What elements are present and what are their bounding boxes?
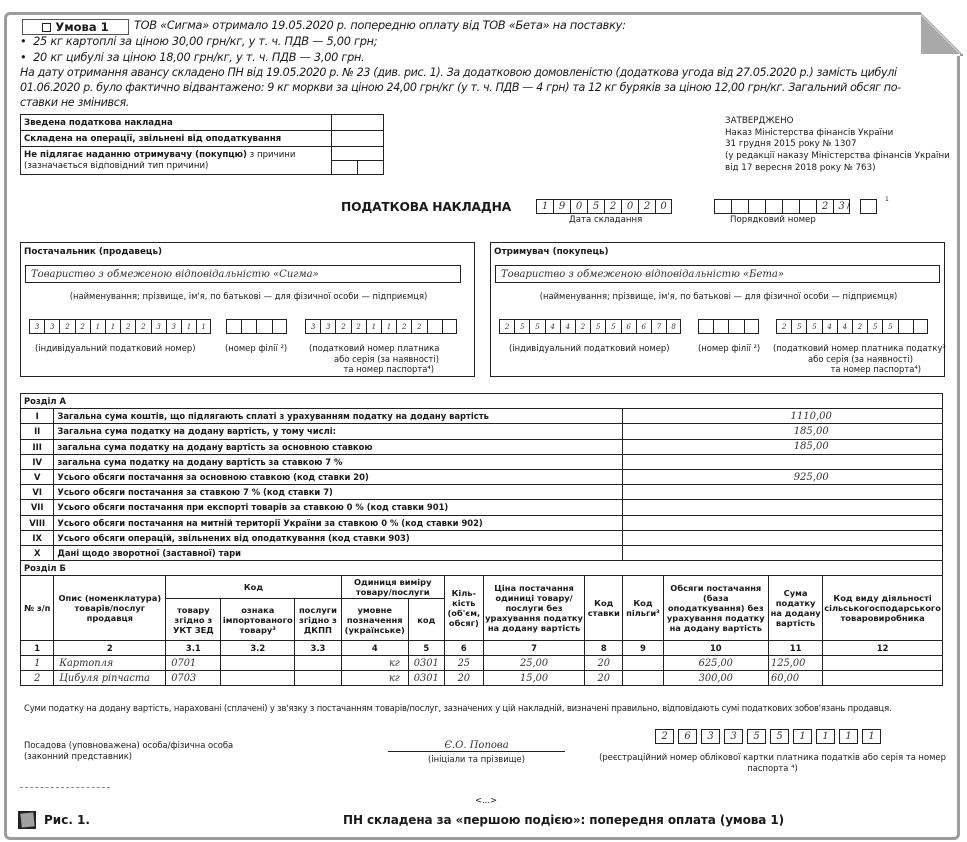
condition-bullet-1 [20,35,377,49]
goods-name[interactable]: Картопля [54,656,166,671]
seller-taxpayer-caption [309,343,469,375]
official-line: Посадова (уповноважена) особа/фізична особа [24,740,234,750]
flag-row-not-given [21,147,384,161]
goods-name[interactable]: Цибуля ріпчаста [54,671,166,686]
section-a-row-value[interactable]: 185,00 [623,439,943,454]
flag-label-exempt: Складена на операції, звільнені від оподаткування [21,131,332,147]
col-header-dkpp: послуги згідно з ДКПП [295,599,342,641]
approval-stamp [725,116,950,175]
taxpayer-digit: 2 [396,319,411,334]
seller-ipn-field[interactable] [29,319,211,334]
column-number: 9 [623,641,663,656]
section-a-row-description: Загальна сума коштів, що підлягають сплаті з урахуванням податку на додану вартість [54,409,623,424]
taxpayer-digit: 4 [837,319,852,334]
col-header-quantity: Кіль-кість (об'єм, обсяг) [444,576,483,641]
branch-digit [713,319,728,334]
column-number: 8 [585,641,623,656]
section-a-row-number: X [21,545,54,560]
goods-price[interactable]: 25,00 [483,656,584,671]
col-header-volume: Обсяги постачання (база оподаткування) без урахування податку на додану вартість [663,576,769,641]
goods-uktzed[interactable]: 0703 [166,671,221,686]
ipn-digit: 7 [651,319,666,334]
ipn-digit: 6 [621,319,636,334]
ipn-digit: 2 [575,319,590,334]
taxpayer-digit: 2 [852,319,867,334]
date-digit: 9 [553,199,570,214]
branch-digit [698,319,713,334]
reg-digit: 1 [862,729,881,744]
taxpayer-digit: 4 [822,319,837,334]
col-header-num: № з/п [21,576,54,641]
bullet-icon: • [20,51,34,64]
number-digit [782,199,799,214]
section-a-row-value[interactable]: 185,00 [623,424,943,439]
date-field[interactable] [536,199,672,214]
reg-digit: 3 [724,729,743,744]
section-a-row [21,469,943,484]
section-a-row-value[interactable] [623,515,943,530]
sequence-number-field[interactable] [714,199,850,214]
section-a-header [21,394,943,409]
ipn-digit: 3 [44,319,59,334]
date-digit: 0 [570,199,587,214]
reg-digit: 1 [793,729,812,744]
signature-field[interactable]: Є.О. Попова [388,740,565,752]
col-header-description: Опис (номенклатура) товарів/послуг продавця [54,576,166,641]
caption-line: (податковий номер платника [309,343,440,353]
branch-digit [241,319,256,334]
column-number: 10 [663,641,769,656]
column-number: 1 [21,641,54,656]
goods-dkpp[interactable] [295,671,342,686]
taxpayer-digit: 5 [882,319,897,334]
taxpayer-digit: 2 [776,319,791,334]
flag-not-given-rest: з причини [246,150,296,160]
goods-rate[interactable]: 20 [585,656,623,671]
invoice-main-table [20,393,943,686]
section-b-column-numbers [21,641,943,656]
goods-row [21,656,943,671]
branch-digit [226,319,241,334]
section-a-row-description: Дані щодо зворотної (заставної) тари [54,545,623,560]
bullet-text: 25 кг картоплі за ціною 30,00 грн/кг, у т. ч. ПДВ — 5,00 грн; [33,35,378,48]
column-number: 2 [54,641,166,656]
goods-row [21,671,943,686]
ipn-digit: 8 [666,319,681,334]
section-a-row-number: IV [21,454,54,469]
condition-paragraph-line-1: На дату отримання авансу складено ПН від 19.05.2020 р. № 23 (див. рис. 1). За додатковою домовленістю (додаткова угода від 27.05.2020 р.) замість цибулі [20,66,897,79]
figure-label: Рис. 1. [44,813,90,827]
footnote-marker: 1 [885,196,889,203]
col-header-benefit-code: Код пільги³ [623,576,663,641]
buyer-branch-field[interactable] [698,319,759,334]
buyer-box [490,242,945,377]
flag-row-exempt [21,131,384,147]
ipn-digit: 3 [29,319,44,334]
goods-agri[interactable] [823,671,943,686]
reg-digit: 3 [701,729,720,744]
number-digit [731,199,748,214]
seller-name-field[interactable]: Товариство з обмеженою відповідальністю «Сигма» [25,265,461,283]
section-a-row-value[interactable] [623,500,943,515]
bullet-text: 20 кг цибулі за ціною 18,00 грн/кг, у т. ч. ПДВ — 3,00 грн. [33,51,365,64]
caption-line: та номер паспорта⁴) [343,364,434,374]
col-header-agri-code: Код виду діяльності сільськогосподарського товаровиробника [823,576,943,641]
section-a-title: Розділ А [21,394,943,409]
ipn-digit: 2 [499,319,514,334]
goods-vat[interactable]: 125,00 [769,656,823,671]
column-number: 3.2 [221,641,295,656]
branch-code-digit [860,199,877,214]
buyer-ipn-field[interactable] [499,319,681,334]
section-a-row-description: загальна сума податку на додану вартість за основною ставкою [54,439,623,454]
taxpayer-digit: 2 [351,319,366,334]
taxpayer-digit: 5 [867,319,882,334]
section-a-row-value[interactable] [623,454,943,469]
figure-title: ПН складена за «першою подією»: попередня оплата (умова 1) [343,813,784,827]
section-b-header [21,561,943,576]
ipn-digit: 5 [590,319,605,334]
number-digit [714,199,731,214]
ipn-digit: 3 [151,319,166,334]
ipn-digit: 4 [545,319,560,334]
section-a-row-number: VIII [21,515,54,530]
column-number: 4 [341,641,408,656]
ipn-digit: 5 [514,319,529,334]
col-header-import: ознака імпортованого товару³ [221,599,295,641]
goods-uktzed[interactable]: 0701 [166,656,221,671]
section-a-row-value[interactable] [623,530,943,545]
reg-digit: 1 [816,729,835,744]
section-a-row-number: VII [21,500,54,515]
buyer-name-caption: (найменування; прізвище, ім'я, по батькові — для фізичної особи — підприємця) [539,291,898,301]
goods-dkpp[interactable] [295,656,342,671]
section-a-row [21,439,943,454]
section-a-row-description: Загальна сума податку на додану вартість, у тому числі: [54,424,623,439]
col-header-uktzed: товару згідно з УКТ ЗЕД [166,599,221,641]
buyer-ipn-caption: (індивідуальний податковий номер) [509,343,670,353]
section-a-row [21,500,943,515]
seller-label: Постачальник (продавець) [24,247,163,257]
column-number: 6 [444,641,483,656]
section-a-row [21,424,943,439]
number-digit: 3 [833,199,850,214]
section-a-row-number: I [21,409,54,424]
col-header-unit-code: код [408,599,444,641]
taxpayer-digit: 5 [806,319,821,334]
figure-marker-icon [18,811,36,829]
section-a-row-value[interactable]: 1110,00 [623,409,943,424]
condition-paragraph-line-2: 01.06.2020 р. було фактично відвантажено: 9 кг моркви за ціною 24,00 грн/кг (у т. ч. ПДВ — 4 грн) та 12 кг буряків за ціною 12,00 грн/кг. Загальний обсяг по- [20,81,901,94]
seller-ipn-caption: (індивідуальний податковий номер) [35,343,196,353]
seller-taxpayer-number-field[interactable] [305,319,457,334]
goods-agri[interactable] [823,656,943,671]
goods-qty[interactable]: 20 [444,671,483,686]
column-number: 3.1 [166,641,221,656]
section-a-row-number: IX [21,530,54,545]
approval-line: (у редакції наказу Міністерства фінансів України [725,151,950,162]
number-slash: / [847,201,850,211]
signature-block [388,740,565,764]
condition-paragraph-line-3: ставки не змінився. [20,96,129,109]
column-number: 7 [483,641,584,656]
goods-volume[interactable]: 625,00 [663,656,769,671]
approval-line: ЗАТВЕРДЖЕНО [725,116,794,126]
vat-statement: Суми податку на додану вартість, нараховані (сплачені) у зв'язку з постачанням товарів/послуг, зазначених у цій накладній, визначені правильно, відповідають сумі податкових зобов'язань продавця. [24,703,892,713]
ipn-digit: 1 [105,319,120,334]
ipn-digit: 6 [636,319,651,334]
section-a-row [21,485,943,500]
ipn-digit: 5 [529,319,544,334]
goods-unit[interactable]: кг [341,671,408,686]
reason-type-box-1[interactable] [331,161,357,175]
page-corner-fold-icon [919,12,963,56]
buyer-branch-caption: (номер філії ²) [698,343,761,353]
branch-digit [272,319,287,334]
date-digit: 5 [587,199,604,214]
taxpayer-digit: 3 [320,319,335,334]
seller-branch-caption: (номер філії ²) [225,343,288,353]
section-a-row-description: Усього обсяги постачання при експорті товарів за ставкою 0 % (код ставки 901) [54,500,623,515]
date-digit: 2 [638,199,655,214]
ipn-digit: 1 [90,319,105,334]
condition-badge-label: Умова 1 [55,20,109,34]
taxpayer-digit [898,319,913,334]
taxpayer-digit [913,319,928,334]
caption-line: або серія (за наявності) [808,353,913,364]
number-digit [765,199,782,214]
seller-box [20,242,475,377]
goods-unit-code[interactable]: 0301 [408,656,444,671]
section-a-row-description: Усього обсяги постачання за основною ставкою (код ставки 20) [54,469,623,484]
flag-box-consolidated[interactable] [331,115,383,131]
col-header-unit-name: умовне позначення (українське) [341,599,408,641]
ipn-digit: 2 [135,319,150,334]
ipn-digit: 2 [59,319,74,334]
date-digit: 1 [536,199,553,214]
approval-line: від 17 вересня 2018 року № 763) [725,162,876,173]
ipn-digit: 1 [181,319,196,334]
taxpayer-digit: 3 [305,319,320,334]
taxpayer-digit: 1 [366,319,381,334]
omission-marker: <...> [475,795,498,805]
reg-digit: 5 [770,729,789,744]
goods-unit[interactable]: кг [341,656,408,671]
condition-badge [22,19,129,35]
seller-name-caption: (найменування; прізвище, ім'я, по батькові — для фізичної особи — підприємця) [69,291,428,301]
registration-number-caption: (реєстраційний номер облікової картки платника податків або серія та номер паспорта ⁴) [599,752,946,773]
flag-not-given-bold: Не підлягає наданню отримувачу (покупцю) [24,150,247,160]
ipn-digit: 1 [196,319,211,334]
section-a-row [21,515,943,530]
goods-import[interactable] [221,671,295,686]
section-a-row [21,545,943,560]
flag-box-not-given[interactable] [331,147,383,161]
column-number: 11 [769,641,823,656]
goods-vat[interactable]: 60,00 [769,671,823,686]
official-person-label [24,740,233,762]
section-b-column-header-row [21,576,943,599]
caption-line: або серія (за наявності) [334,353,439,364]
section-b-title: Розділ Б [21,561,943,576]
section-a-row-description: Усього обсяги постачання за ставкою 7 % (код ставки 7) [54,485,623,500]
buyer-taxpayer-caption [773,343,946,375]
branch-digit [744,319,759,334]
bullet-icon: • [20,35,34,48]
ipn-digit: 5 [605,319,620,334]
branch-code-field[interactable] [860,199,877,214]
taxpayer-digit: 2 [335,319,350,334]
registration-number-field[interactable] [655,729,881,744]
date-label: Дата складання [569,215,643,225]
column-number: 5 [408,641,444,656]
goods-qty[interactable]: 25 [444,656,483,671]
document-title: ПОДАТКОВА НАКЛАДНА [341,200,512,214]
number-digit [799,199,816,214]
approval-line: 31 грудня 2015 року № 1307 [725,139,857,150]
reason-type-box-2[interactable] [357,161,383,175]
caption-line: та номер паспорта⁴) [830,364,921,374]
number-digit [748,199,765,214]
col-header-price: Ціна постачання одиниці товару/ послуги без урахування податку на додану вартість [483,576,584,641]
flag-not-given-note: (зазначається відповідний тип причини) [24,161,209,171]
column-number: 12 [823,641,943,656]
goods-rate[interactable]: 20 [585,671,623,686]
goods-num: 1 [21,656,54,671]
footnote-divider [20,787,110,788]
ipn-digit: 2 [120,319,135,334]
official-line: (законний представник) [24,751,133,761]
seller-branch-field[interactable] [226,319,287,334]
section-a-row [21,530,943,545]
section-a-row-number: III [21,439,54,454]
goods-benefit[interactable] [623,656,663,671]
col-header-code-group: Код [166,576,342,599]
condition-bullet-2 [20,51,365,65]
signature-caption: (ініціали та прізвище) [428,754,525,764]
branch-digit [728,319,743,334]
ipn-digit: 4 [560,319,575,334]
section-a-row-description: Усього обсяги операцій, звільнених від оподаткування (код ставки 903) [54,530,623,545]
section-a-row-number: II [21,424,54,439]
section-a-row [21,409,943,424]
section-a-row-value[interactable]: 925,00 [623,469,943,484]
section-a-row [21,454,943,469]
branch-digit [256,319,271,334]
section-a-row-description: Усього обсяги постачання на митній території України за ставкою 0 % (код ставки 902) [54,515,623,530]
flag-row-consolidated [21,115,384,131]
section-a-row-value[interactable] [623,485,943,500]
invoice-flags-table [20,114,384,175]
taxpayer-digit: 1 [381,319,396,334]
goods-volume[interactable]: 300,00 [663,671,769,686]
buyer-name-field[interactable]: Товариство з обмеженою відповідальністю «Бета» [495,265,940,283]
goods-num: 2 [21,671,54,686]
ipn-digit: 3 [166,319,181,334]
goods-benefit[interactable] [623,671,663,686]
flag-box-exempt[interactable] [331,131,383,147]
checkbox-square-icon [42,23,51,32]
flag-label-not-given [21,147,332,175]
goods-import[interactable] [221,656,295,671]
section-a-row-number: VI [21,485,54,500]
flag-label-consolidated: Зведена податкова накладна [21,115,332,131]
column-number: 3.3 [295,641,342,656]
buyer-taxpayer-number-field[interactable] [776,319,928,334]
taxpayer-digit: 5 [791,319,806,334]
caption-line: (податковий номер платника податку³ [773,343,946,353]
reg-digit: 6 [678,729,697,744]
goods-price[interactable]: 15,00 [483,671,584,686]
sequence-number-label: Порядковий номер [730,215,816,225]
section-a-row-number: V [21,469,54,484]
goods-unit-code[interactable]: 0301 [408,671,444,686]
reg-digit: 5 [747,729,766,744]
number-digit: 2 [816,199,833,214]
reg-digit: 1 [839,729,858,744]
section-a-row-value[interactable] [623,545,943,560]
approval-line: Наказ Міністерства фінансів України [725,127,894,138]
col-header-unit-group: Одиниця виміру товару/послуги [341,576,444,599]
taxpayer-digit: 2 [411,319,426,334]
date-digit: 2 [604,199,621,214]
buyer-label: Отримувач (покупець) [494,247,609,257]
taxpayer-digit [427,319,442,334]
col-header-vat-sum: Сума податку на додану вартість [769,576,823,641]
section-a-row-description: загальна сума податку на додану вартість за ставкою 7 % [54,454,623,469]
condition-lead: ТОВ «Сигма» отримало 19.05.2020 р. попередню оплату від ТОВ «Бета» на поставку: [134,19,626,32]
ipn-digit: 2 [75,319,90,334]
date-digit: 0 [655,199,672,214]
taxpayer-digit [442,319,457,334]
date-digit: 0 [621,199,638,214]
col-header-rate-code: Код ставки [585,576,623,641]
reg-digit: 2 [655,729,674,744]
